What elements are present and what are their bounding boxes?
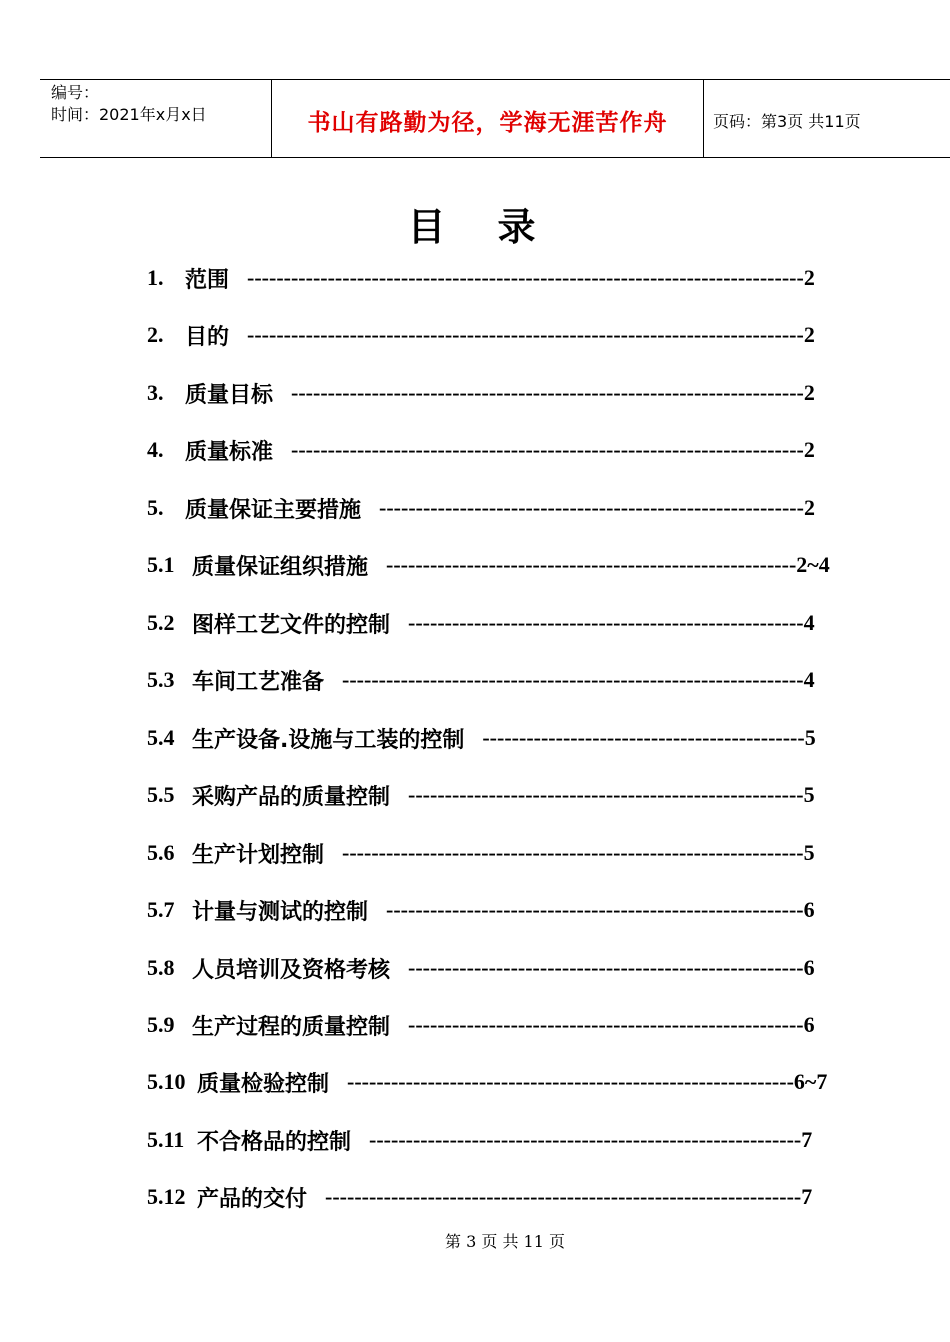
toc-entry-number: 1. xyxy=(147,265,164,290)
toc-entry-number: 5.3 xyxy=(147,667,175,692)
toc-entry-title: 目的 xyxy=(185,324,230,350)
toc-entry[interactable] xyxy=(147,890,815,930)
toc-entry-leader: ---------------------------------------------------------------------------- xyxy=(247,265,804,290)
toc-entry-title: 车间工艺准备 xyxy=(192,669,325,695)
toc-entry-title: 产品的交付 xyxy=(197,1186,308,1212)
toc-entry-number: 3. xyxy=(147,380,164,405)
toc-entry-page: 4 xyxy=(803,667,815,692)
toc-entry-leader: ---------------------------------------------------------------------------- xyxy=(247,322,804,347)
header-page-info: 页码：第3页 共11页 xyxy=(713,112,861,131)
document-date: 时间：2021年x月x日 xyxy=(51,105,207,124)
toc-entry[interactable] xyxy=(147,488,815,528)
toc-entry-title: 人员培训及资格考核 xyxy=(192,957,391,983)
toc-entry-leader: --------------------------------------------------------------- xyxy=(342,667,804,692)
toc-entry-title: 范围 xyxy=(185,267,230,293)
toc-entry-page: 6 xyxy=(803,1012,815,1037)
toc-entry-leader: ------------------------------------------------------ xyxy=(408,782,804,807)
toc-entry-page: 5 xyxy=(803,840,815,865)
toc-entry-title: 质量检验控制 xyxy=(197,1071,330,1097)
header-doc-info xyxy=(40,80,272,157)
toc-entry[interactable] xyxy=(147,373,815,413)
toc-entry-leader: --------------------------------------------------------- xyxy=(386,897,804,922)
toc-entry-leader: ----------------------------------------------------------- xyxy=(369,1127,802,1152)
toc-entry[interactable] xyxy=(147,258,815,298)
toc-entry-leader: ---------------------------------------------------------- xyxy=(379,495,804,520)
toc-entry-number: 5.5 xyxy=(147,782,175,807)
header-motto-cell xyxy=(272,80,704,157)
toc-entry-number: 5.11 xyxy=(147,1127,185,1152)
toc-entry-leader: ------------------------------------------------------ xyxy=(408,955,804,980)
toc-entry-page: 2 xyxy=(803,495,815,520)
toc-entry-number: 5. xyxy=(147,495,164,520)
toc-entry[interactable] xyxy=(147,833,815,873)
toc-entry-page: 2~4 xyxy=(796,552,830,577)
toc-entry-title: 生产设备.设施与工装的控制 xyxy=(192,727,465,753)
toc-entry-number: 5.10 xyxy=(147,1069,186,1094)
toc-entry-page: 2 xyxy=(803,380,815,405)
toc-entry-number: 5.6 xyxy=(147,840,175,865)
toc-entry-title: 不合格品的控制 xyxy=(197,1129,352,1155)
toc-entry-page: 6 xyxy=(803,897,815,922)
toc-entry-number: 5.2 xyxy=(147,610,175,635)
toc-entry[interactable] xyxy=(147,718,816,758)
toc-entry-title: 质量保证组织措施 xyxy=(192,554,369,580)
toc-entry-page: 2 xyxy=(803,265,815,290)
toc-entry-title: 图样工艺文件的控制 xyxy=(192,612,391,638)
toc-entry-leader: ------------------------------------------------------------- xyxy=(347,1069,794,1094)
toc-entry[interactable] xyxy=(147,430,815,470)
toc-entry[interactable] xyxy=(147,603,815,643)
toc-entry-page: 5 xyxy=(804,725,816,750)
toc-entry[interactable] xyxy=(147,315,815,355)
toc-entry-number: 5.9 xyxy=(147,1012,175,1037)
toc-entry-page: 6~7 xyxy=(793,1069,828,1094)
toc-title: 目录 xyxy=(407,205,588,249)
toc-entry-title: 采购产品的质量控制 xyxy=(192,784,391,810)
toc-entry-number: 5.7 xyxy=(147,897,175,922)
toc-entry-title: 生产计划控制 xyxy=(192,842,325,868)
toc-entry-number: 5.1 xyxy=(147,552,175,577)
toc-entry-page: 2 xyxy=(803,322,815,347)
toc-entry-number: 4. xyxy=(147,437,164,462)
toc-entry-number: 5.4 xyxy=(147,725,175,750)
toc-entry-page: 5 xyxy=(803,782,815,807)
toc-entry[interactable] xyxy=(147,775,815,815)
toc-entry-page: 6 xyxy=(803,955,815,980)
toc-entry-leader: ------------------------------------------------------ xyxy=(408,610,804,635)
toc-entry-title: 质量标准 xyxy=(185,439,274,465)
toc-entry-title: 计量与测试的控制 xyxy=(192,899,369,925)
toc-entry-number: 5.8 xyxy=(147,955,175,980)
toc-entry-title: 质量保证主要措施 xyxy=(185,497,362,523)
toc-entry-title: 质量目标 xyxy=(185,382,274,408)
toc-entry[interactable] xyxy=(147,545,830,585)
toc-entry-leader: ---------------------------------------------------------------------- xyxy=(291,380,804,405)
toc-entry-leader: --------------------------------------------------------------- xyxy=(342,840,804,865)
header-motto: 书山有路勤为径，学海无涯苦作舟 xyxy=(307,110,668,136)
toc-entry[interactable] xyxy=(147,660,815,700)
toc-entry[interactable] xyxy=(147,1177,812,1217)
toc-entry-leader: ---------------------------------------------------------------------- xyxy=(291,437,804,462)
toc-entry-title: 生产过程的质量控制 xyxy=(192,1014,391,1040)
toc-entry[interactable] xyxy=(147,948,815,988)
page-footer: 第 3 页 共 11 页 xyxy=(445,1232,565,1251)
document-number-label: 编号： xyxy=(51,83,100,102)
toc-entry[interactable] xyxy=(147,1062,827,1102)
toc-entry-page: 2 xyxy=(803,437,815,462)
page-header xyxy=(40,79,950,158)
toc-entry-leader: ----------------------------------------------------------------- xyxy=(325,1184,802,1209)
toc-entry-number: 5.12 xyxy=(147,1184,186,1209)
toc-entry-leader: -------------------------------------------- xyxy=(482,725,805,750)
toc-entry-leader: -------------------------------------------------------- xyxy=(386,552,797,577)
toc-entry-page: 4 xyxy=(803,610,815,635)
header-page-cell xyxy=(704,80,950,157)
toc-entry-page: 7 xyxy=(801,1127,813,1152)
toc-entry[interactable] xyxy=(147,1120,812,1160)
toc-entry-page: 7 xyxy=(801,1184,813,1209)
toc-entry[interactable] xyxy=(147,1005,815,1045)
toc-entry-leader: ------------------------------------------------------ xyxy=(408,1012,804,1037)
toc-entry-number: 2. xyxy=(147,322,164,347)
